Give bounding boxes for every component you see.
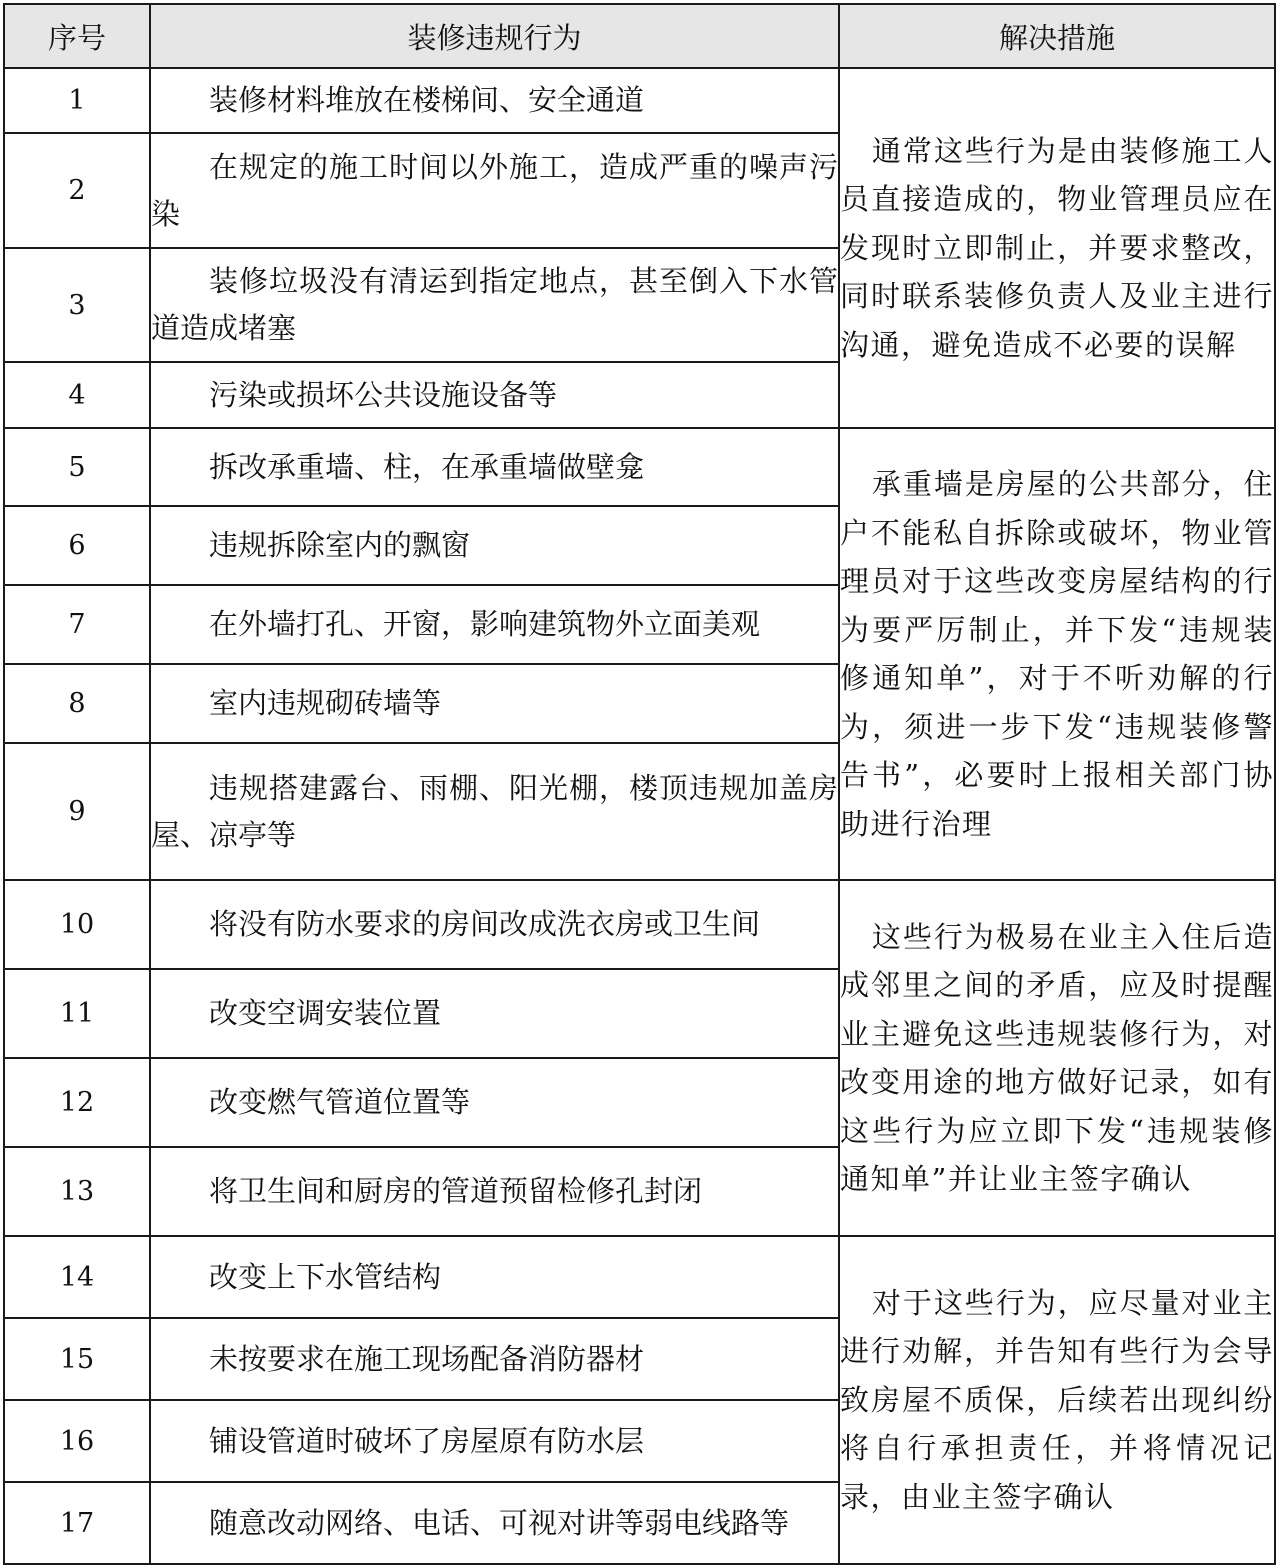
header-num: 序号 [4,4,150,68]
violation-text: 违规搭建露台、雨棚、阳光棚，楼顶违规加盖房屋、凉亭等 [150,743,839,880]
violation-text: 室内违规砌砖墙等 [150,664,839,743]
row-number: 15 [4,1318,150,1400]
row-number: 2 [4,133,150,248]
violation-text: 装修材料堆放在楼梯间、安全通道 [150,68,839,133]
table-row [4,68,1275,133]
header-row [4,4,1275,68]
row-number: 9 [4,743,150,880]
violation-text: 将卫生间和厨房的管道预留检修孔封闭 [150,1147,839,1236]
row-number: 7 [4,585,150,664]
row-number: 5 [4,428,150,506]
row-number: 10 [4,880,150,969]
violation-text: 污染或损坏公共设施设备等 [150,362,839,428]
header-action: 装修违规行为 [150,4,839,68]
violation-text: 改变空调安装位置 [150,969,839,1058]
row-number: 6 [4,506,150,585]
row-number: 3 [4,248,150,362]
row-number: 16 [4,1400,150,1482]
header-solution: 解决措施 [839,4,1275,68]
violation-text: 违规拆除室内的飘窗 [150,506,839,585]
violations-table [3,3,1276,1565]
row-number: 4 [4,362,150,428]
row-number: 8 [4,664,150,743]
violation-text: 改变上下水管结构 [150,1236,839,1318]
violation-text: 随意改动网络、电话、可视对讲等弱电线路等 [150,1482,839,1564]
row-number: 1 [4,68,150,133]
violation-text: 未按要求在施工现场配备消防器材 [150,1318,839,1400]
row-number: 13 [4,1147,150,1236]
solution-text: 对于这些行为，应尽量对业主进行劝解，并告知有些行为会导致房屋不质保，后续若出现纠纷将自行承担责任，并将情况记录，由业主签字确认 [839,1236,1275,1564]
violation-text: 铺设管道时破坏了房屋原有防水层 [150,1400,839,1482]
violation-text: 在规定的施工时间以外施工，造成严重的噪声污染 [150,133,839,248]
row-number: 11 [4,969,150,1058]
solution-text: 通常这些行为是由装修施工人员直接造成的，物业管理员应在发现时立即制止，并要求整改，同时联系装修负责人及业主进行沟通，避免造成不必要的误解 [839,68,1275,428]
row-number: 17 [4,1482,150,1564]
table-row [4,1236,1275,1318]
violation-text: 装修垃圾没有清运到指定地点，甚至倒入下水管道造成堵塞 [150,248,839,362]
solution-text: 这些行为极易在业主入住后造成邻里之间的矛盾，应及时提醒业主避免这些违规装修行为，对改变用途的地方做好记录，如有这些行为应立即下发“违规装修通知单”并让业主签字确认 [839,880,1275,1236]
violation-text: 改变燃气管道位置等 [150,1058,839,1147]
violation-text: 将没有防水要求的房间改成洗衣房或卫生间 [150,880,839,969]
table-row [4,428,1275,506]
violation-text: 在外墙打孔、开窗，影响建筑物外立面美观 [150,585,839,664]
row-number: 14 [4,1236,150,1318]
solution-text: 承重墙是房屋的公共部分，住户不能私自拆除或破坏，物业管理员对于这些改变房屋结构的行为要严厉制止，并下发“违规装修通知单”，对于不听劝解的行为，须进一步下发“违规装修警告书”，必要时上报相关部门协助进行治理 [839,428,1275,880]
violation-text: 拆改承重墙、柱，在承重墙做壁龛 [150,428,839,506]
row-number: 12 [4,1058,150,1147]
table-row [4,880,1275,969]
